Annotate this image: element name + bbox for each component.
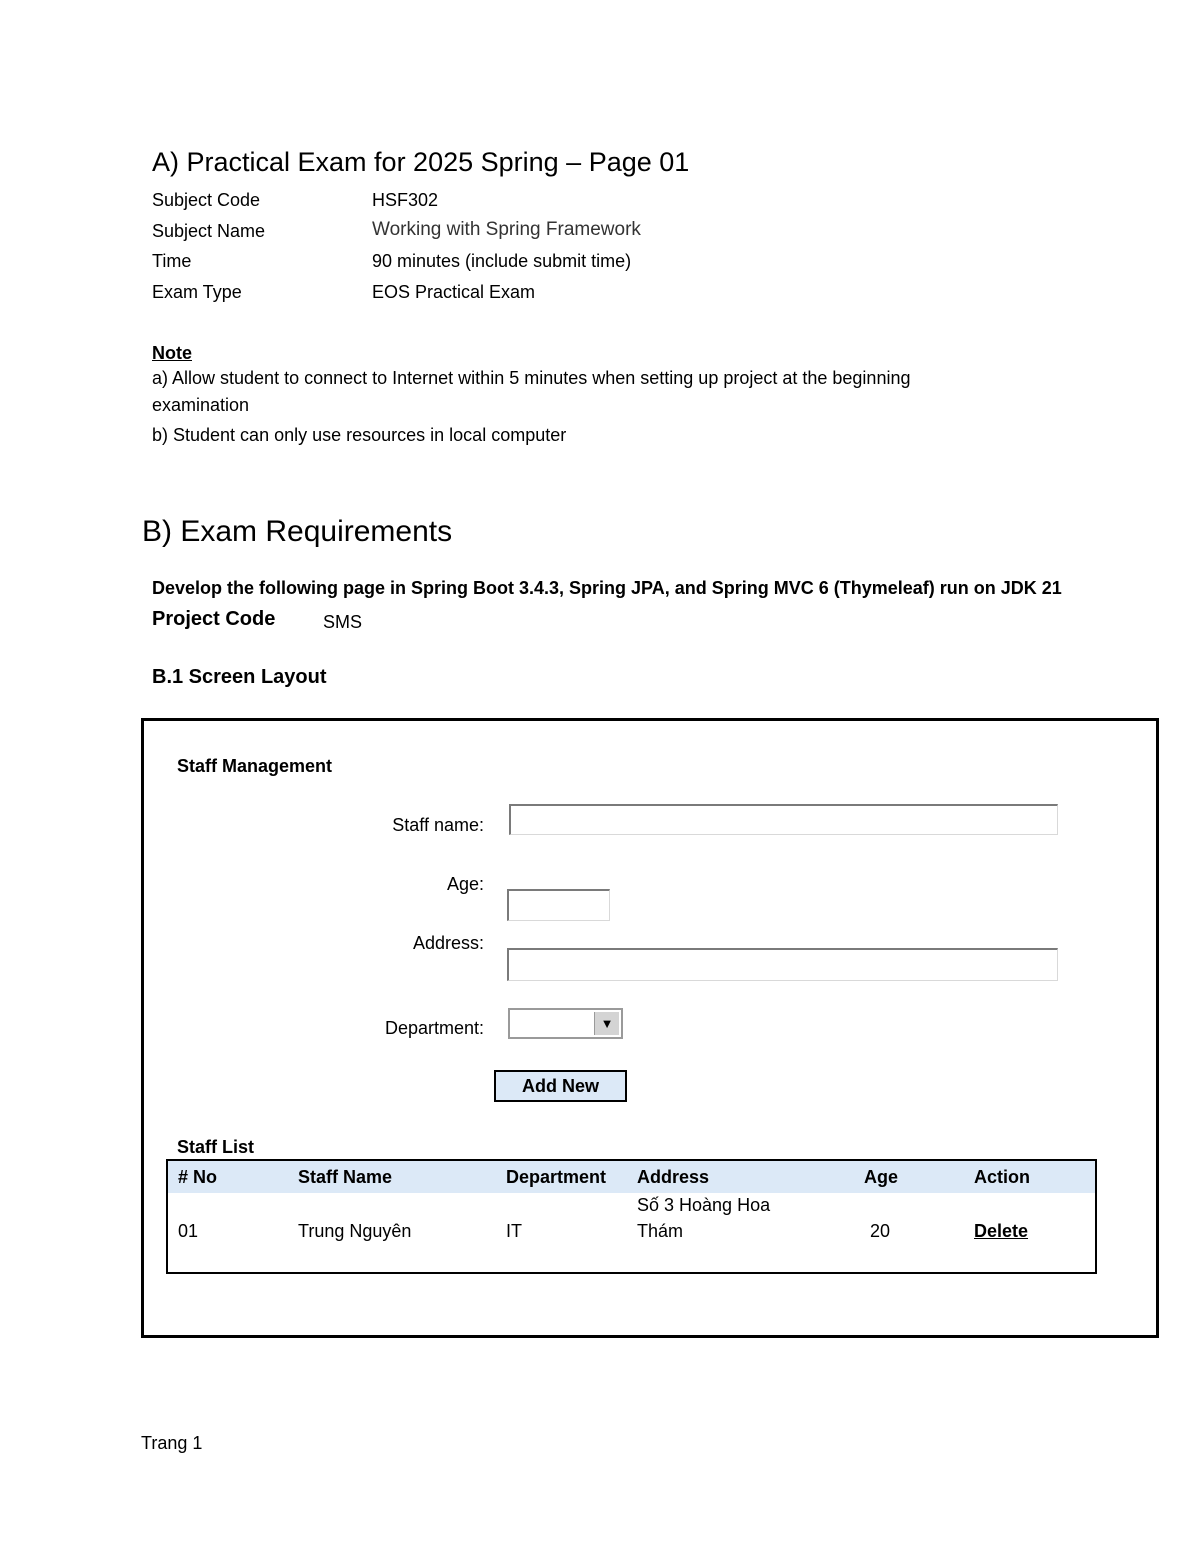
age-label: Age: [446,874,484,894]
staff-table [166,1159,1097,1274]
chevron-down-icon[interactable]: ▼ [594,1012,619,1035]
subject-name-label: Subject Name [152,221,266,241]
screen-layout-heading: B.1 Screen Layout [152,666,327,688]
staff-name-label: Staff name: [392,815,484,835]
department-label: Department: [384,1018,484,1038]
cell-no: 01 [178,1221,199,1241]
add-new-button[interactable]: Add New [494,1070,627,1102]
header-staff-name: Staff Name [298,1167,393,1187]
section-a-title: A) Practical Exam for 2025 Spring – Page 01 [152,147,690,177]
cell-address-line1: Số 3 Hoàng Hoa [637,1195,771,1215]
cell-department: IT [506,1221,522,1241]
subject-code-value: HSF302 [372,190,439,210]
staff-list-title: Staff List [177,1137,255,1157]
note-a-line1: a) Allow student to connect to Internet within 5 minutes when setting up project at the beginning [152,368,911,388]
subject-name-value: Working with Spring Framework [372,219,641,240]
note-b: b) Student can only use resources in local computer [152,425,567,445]
cell-staff-name: Trung Nguyên [298,1221,412,1241]
address-label: Address: [412,933,484,953]
time-value: 90 minutes (include submit time) [372,251,632,271]
develop-text: Develop the following page in Spring Boot 3.4.3, Spring JPA, and Spring MVC 6 (Thymeleaf) run on JDK 21 [152,578,1062,598]
delete-link[interactable]: Delete [974,1221,1029,1241]
subject-code-label: Subject Code [152,190,261,210]
staff-name-input[interactable] [509,804,1058,835]
header-age: Age [864,1167,899,1187]
section-b-title: B) Exam Requirements [142,515,453,548]
cell-age: 20 [870,1221,891,1241]
table-header [168,1161,1095,1193]
note-a-line2: examination [152,395,250,415]
cell-address-line2: Thám [637,1221,684,1241]
note-heading: Note [152,343,192,363]
project-code-value: SMS [323,612,363,632]
header-address: Address [637,1167,710,1187]
exam-type-value: EOS Practical Exam [372,282,536,302]
age-input[interactable] [507,889,610,921]
time-label: Time [152,251,192,271]
page-footer: Trang 1 [141,1433,203,1453]
header-action: Action [974,1167,1030,1187]
address-input[interactable] [507,948,1058,981]
mockup-title: Staff Management [177,756,333,776]
project-code-label: Project Code [152,608,276,630]
header-department: Department [506,1167,607,1187]
department-select[interactable] [508,1008,623,1039]
exam-type-label: Exam Type [152,282,242,302]
header-no: # No [178,1167,218,1187]
